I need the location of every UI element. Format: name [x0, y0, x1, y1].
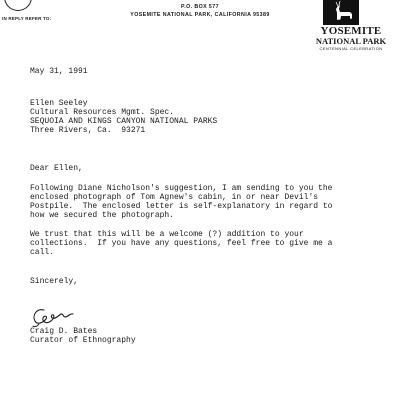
greeting: Dear Ellen,	[30, 164, 83, 173]
logo-yosemite: YOSEMITE	[320, 25, 382, 37]
body-line: Following Diane Nicholson's suggestion, I am sending to you the	[30, 184, 333, 193]
body-line: how we secured the photograph.	[30, 211, 175, 220]
body-line: call.	[30, 248, 55, 257]
signer-name: Craig D. Bates	[30, 327, 98, 336]
logo-national-park: NATIONAL PARK	[315, 36, 387, 46]
address-line: Ellen Seeley	[30, 99, 88, 108]
handwritten-signature	[30, 306, 82, 328]
half-dome-deer-icon	[323, 0, 359, 25]
letterhead-pobox: P.O. BOX 577	[181, 4, 219, 10]
signer-title: Curator of Ethnography	[30, 336, 136, 345]
address-line: Cultural Resources Mgmt. Spec.	[30, 108, 175, 117]
body-line: collections. If you have any questions, feel free to give me a	[30, 239, 333, 248]
body-line: Postpile. The enclosed letter is self-explanatory in regard to	[30, 202, 333, 211]
closing: Sincerely,	[30, 277, 79, 286]
letter-date: May 31, 1991	[30, 67, 88, 76]
address-line: Three Rivers, Ca. 93271	[30, 126, 146, 135]
logo-tagline: CENTENNIAL CELEBRATION	[319, 46, 383, 51]
body-line: We trust that this will be a welcome (?) addition to your	[30, 230, 304, 239]
letterhead-org-partial	[104, 0, 274, 2]
letterhead-city: YOSEMITE NATIONAL PARK, CALIFORNIA 95389	[130, 12, 270, 18]
address-line: SEQUOIA AND KINGS CANYON NATIONAL PARKS	[30, 117, 218, 126]
reply-reference-note: IN REPLY REFER TO:	[2, 16, 52, 21]
body-line: enclosed photograph of Tom Agnew's cabin, in or near Devil's	[30, 193, 319, 202]
